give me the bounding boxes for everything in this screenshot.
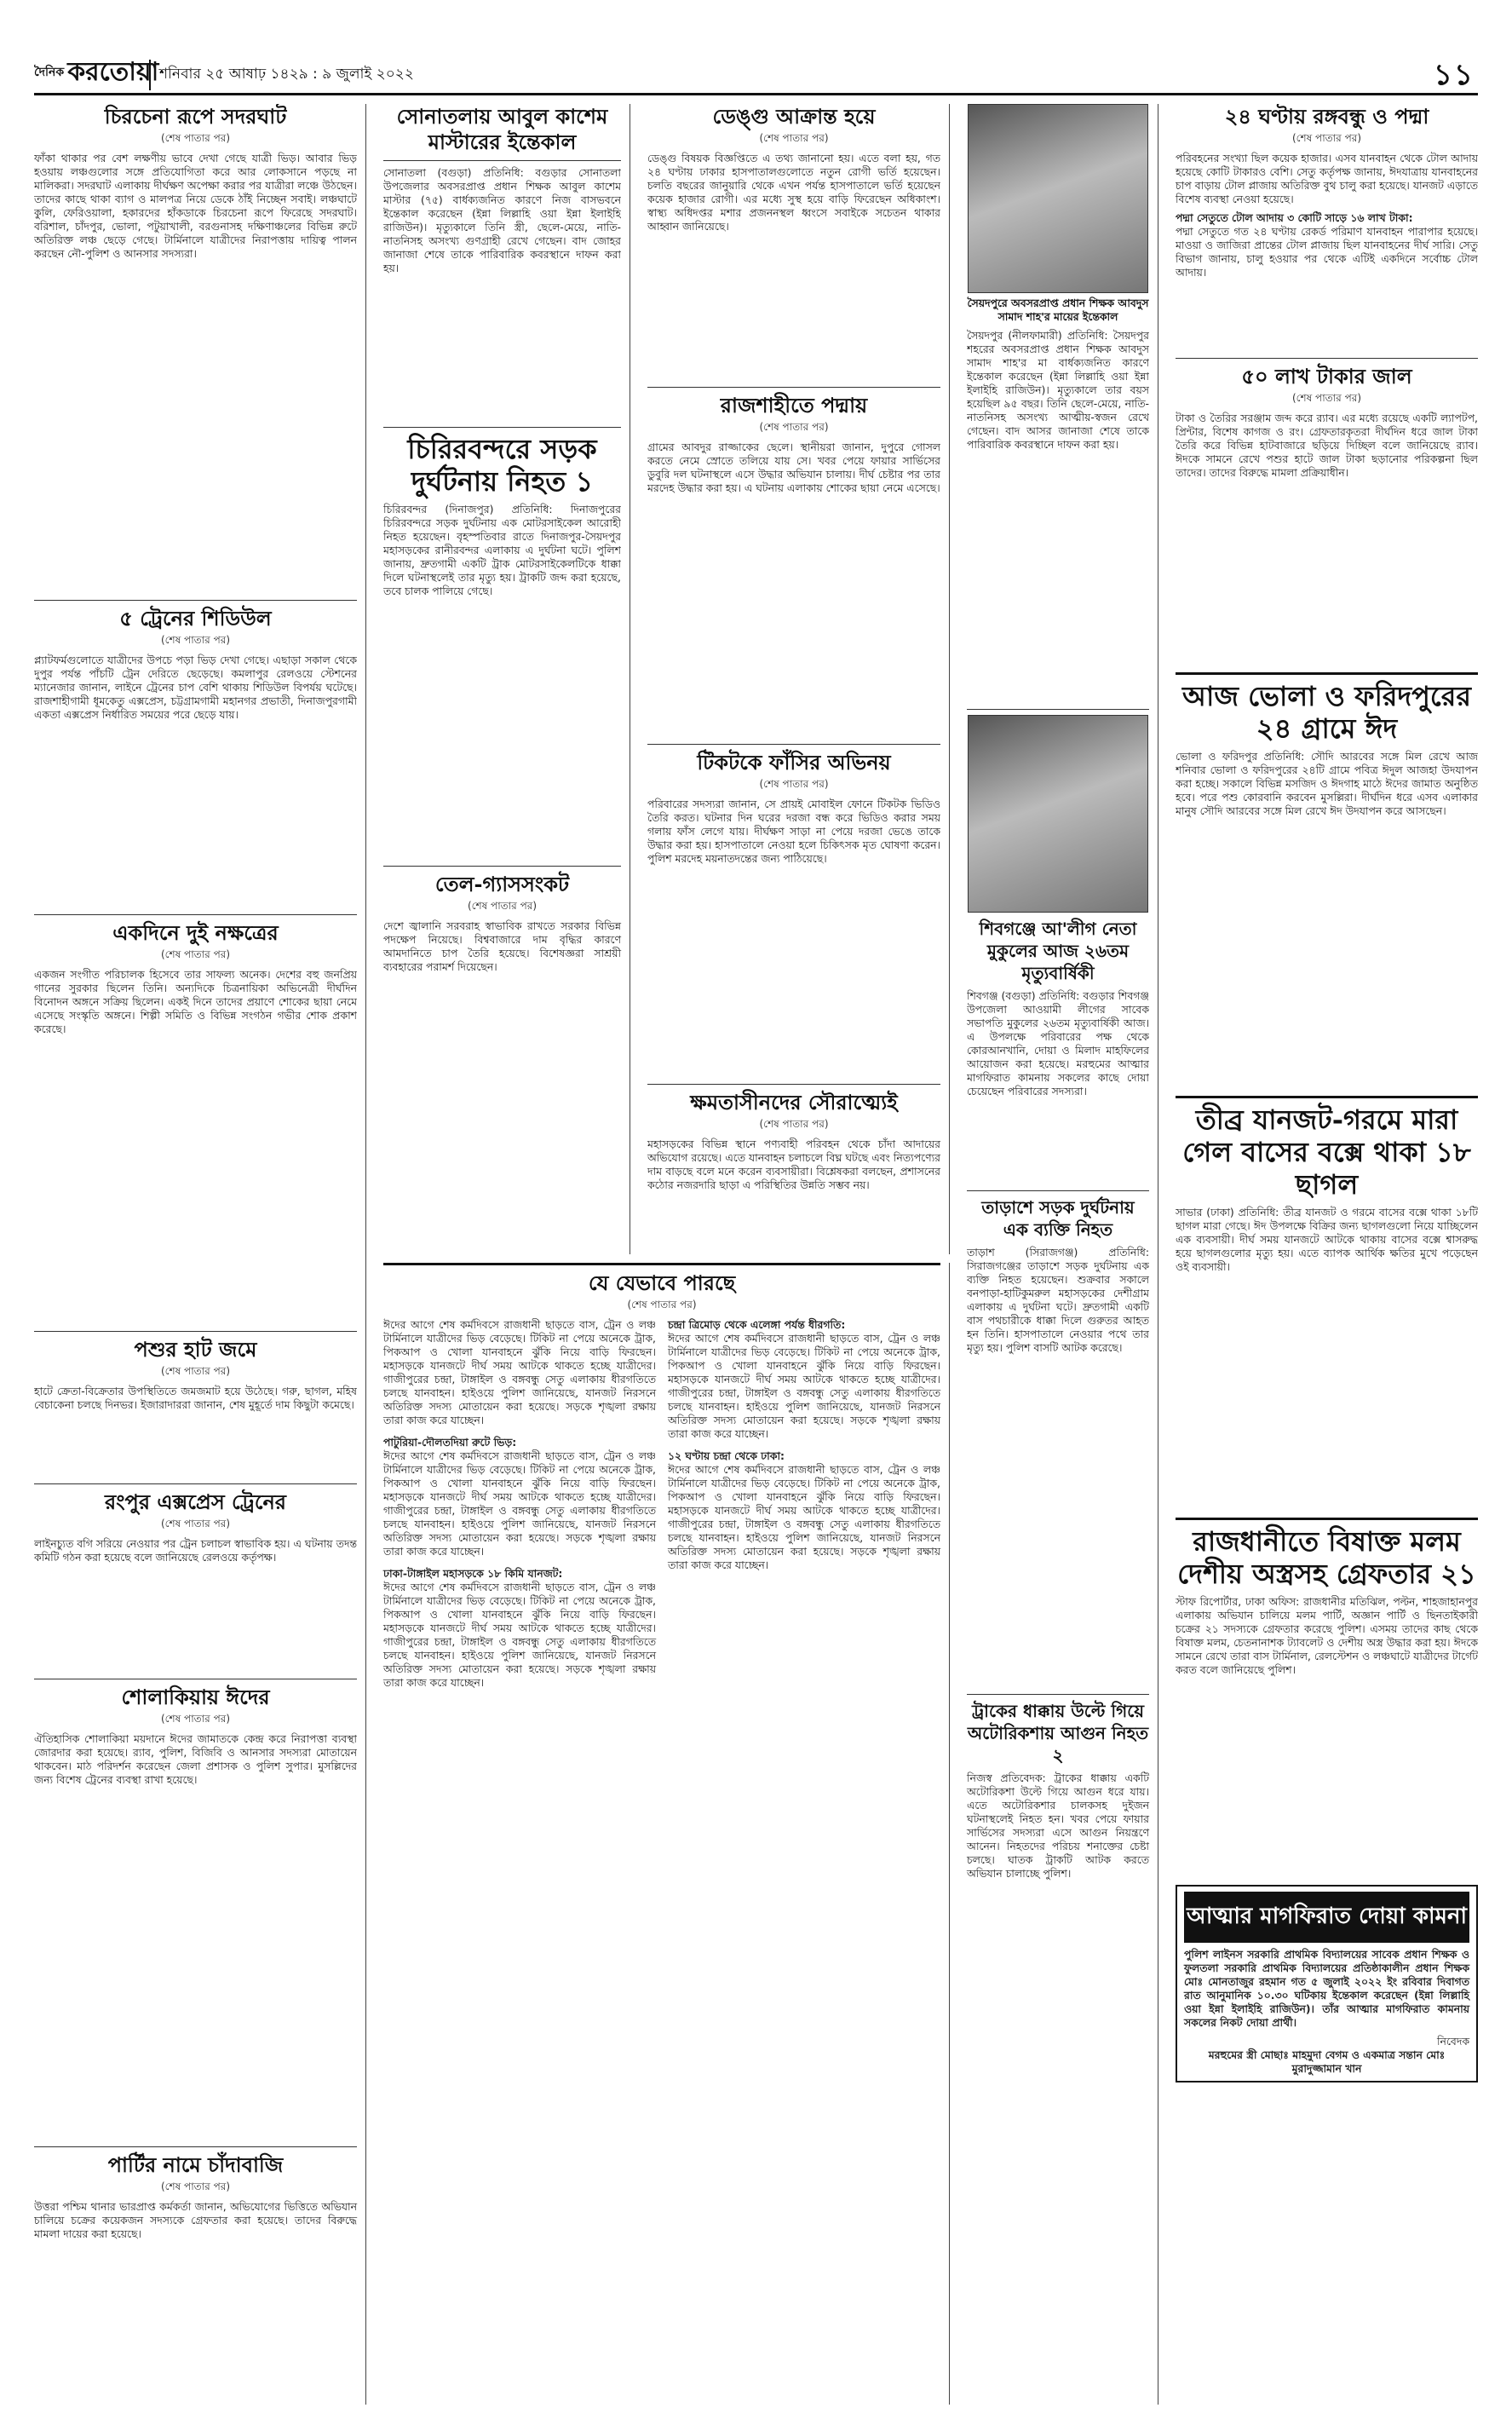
column-3	[639, 104, 950, 1254]
article-body: ফাঁকা থাকার পর বেশ লক্ষণীয় ভাবে দেখা গেছে যাত্রী ভিড়। আবার ভিড় হওয়ায় লঞ্চগুলোর সঙ্গে প্রতিযোগিতা করে আর লোকসানে পড়ছে না মালিকরা। সদরঘাট এলাকায় দীর্ঘক্ষণ অপেক্ষা করার পর যাত্রীরা লঞ্চে উঠছেন। তাদের কাছে থাকা ব্যাগ ও মালপত্র নিয়ে ডেকে ঠাঁই নিচ্ছেন সবাই। লঞ্চঘাটে কুলি, ফেরিওয়ালা, হকারদের হাঁকডাকে চিরচেনা রূপে ফিরেছে সদরঘাট। বরিশাল, চাঁদপুর, ভোলা, পটুয়াখালী, বরগুনাসহ দক্ষিণাঞ্চলের বিভিন্ন রুটে অতিরিক্ত লঞ্চ ছেড়ে গেছে। টার্মিনালে যাত্রীদের নিরাপত্তায় দায়িত্ব পালন করছেন নৌ-পুলিশ ও আনসার সদস্যরা।	[34, 152, 357, 260]
divider	[967, 709, 1149, 710]
article-body: ঈদের আগে শেষ কর্মদিবসে রাজধানী ছাড়তে বাস, ট্রেন ও লঞ্চ টার্মিনালে যাত্রীদের ভিড় বেড়েছে। টিকিট না পেয়ে অনেকে ট্রাক, পিকআপ ও খোলা যানবাহনে ঝুঁকি নিয়ে বাড়ি ফিরছেন। মহাসড়কে যানজটে দীর্ঘ সময় আটকে থাকতে হচ্ছে যাত্রীদের। গাজীপুরের চন্দ্রা, টাঙ্গাইল ও বঙ্গবন্ধু সেতু এলাকায় ধীরগতিতে চলছে যানবাহন। হাইওয়ে পুলিশ জানিয়েছে, যানজট নিরসনে অতিরিক্ত সদস্য মোতায়েন করা হয়েছে। সড়কে শৃঙ্খলা রক্ষায় তারা কাজ করে যাচ্ছেন।	[668, 1332, 940, 1440]
article-title: ৫ ট্রেনের শিডিউল	[119, 606, 272, 631]
divider	[34, 1331, 357, 1332]
prayer-notice-body: পুলিশ লাইনস সরকারি প্রাথমিক বিদ্যালয়ের সাবেক প্রধান শিক্ষক ও ফুলতলা সরকারি প্রাথমিক বিদ্যালয়ের প্রতিষ্ঠাকালীন প্রধান শিক্ষক মোঃ মোনতাজুর রহমান গত ৫ জুলাই ২০২২ ইং রবিবার দিবাগত রাত আনুমানিক ১০.৩০ ঘটিকায় ইন্তেকাল করেছেন (ইন্না লিল্লাহি ওয়া ইন্না ইলাইহি রাজিউন)। তাঁর আত্মার মাগফিরাত কামনায় সকলের নিকট দোয়া প্রার্থী।	[1184, 1948, 1469, 2029]
divider	[1176, 672, 1478, 675]
article-body: মহাসড়কের বিভিন্ন স্থানে পণ্যবাহী পরিবহন থেকে চাঁদা আদায়ের অভিযোগ রয়েছে। এতে যানবাহন চলাচলে বিঘ্ন ঘটছে এবং নিত্যপণ্যের দাম বাড়ছে বলে মনে করেন ব্যবসায়ীরা। বিশ্লেষকরা বলছেন, প্রশাসনের কঠোর নজরদারি ছাড়া এ পরিস্থিতির উন্নতি সম্ভব নয়।	[647, 1138, 940, 1191]
body-column	[383, 1318, 656, 1690]
lower-center-block	[375, 1263, 950, 2405]
divider	[383, 427, 621, 428]
article-title: ক্ষমতাসীনদের সৌরাত্ম্যেই	[690, 1090, 898, 1115]
article-body: ভোলা ও ফরিদপুর প্রতিনিধি: সৌদি আরবের সঙ্গে মিল রেখে আজ শনিবার ভোলা ও ফরিদপুরের ২৪টি গ্রামে পবিত্র ঈদুল আজহা উদযাপন করা হচ্ছে। সকালে বিভিন্ন মসজিদ ও ঈদগাহ মাঠে ঈদের জামাত অনুষ্ঠিত হবে। পরে পশু কোরবানি করবেন মুসল্লিরা। দীর্ঘদিন ধরে এসব এলাকার মানুষ সৌদি আরবের সঙ্গে মিল রেখে ঈদ উদযাপন করে আসছেন।	[1176, 750, 1478, 817]
logo-text: করতোয়া	[67, 57, 159, 87]
continued-label: (শেষ পাতার পর)	[759, 1118, 829, 1130]
article-body: উত্তরা পশ্চিম থানার ভারপ্রাপ্ত কর্মকর্তা জানান, অভিযোগের ভিত্তিতে অভিযান চালিয়ে চক্রের কয়েকজন সদস্যকে গ্রেফতার করা হয়েছে। তাদের বিরুদ্ধে মামলা দায়ের করা হয়েছে।	[34, 2200, 357, 2240]
divider	[647, 387, 940, 388]
article-title: রাজধানীতে বিষাক্ত মলম দেশীয় অস্ত্রসহ গ্রেফতার ২১	[1177, 1525, 1476, 1590]
sub-heading: ১২ ঘণ্টায় চন্দ্রা থেকে ঢাকা:	[668, 1449, 785, 1462]
article-title: তীব্র যানজট-গরমে মারা গেল বাসের বক্সে থাকা ১৮ ছাগল	[1182, 1103, 1471, 1201]
continued-label: (শেষ পাতার পর)	[1291, 392, 1362, 404]
continued-label: (শেষ পাতার পর)	[160, 2180, 231, 2192]
article-rajshahi-padma	[647, 393, 940, 739]
article-body: লাইনচ্যুত বগি সরিয়ে নেওয়ার পর ট্রেন চলাচল স্বাভাবিক হয়। এ ঘটনায় তদন্ত কমিটি গঠন করা হয়েছে বলে জানিয়েছে রেলওয়ে কর্তৃপক্ষ।	[34, 1537, 357, 1564]
column-2	[375, 104, 630, 1254]
article-ointment-party	[1176, 1525, 1478, 1876]
column-1	[34, 104, 366, 2405]
divider	[34, 1483, 357, 1484]
prayer-notice-title: আত্মার মাগফিরাত দোয়া কামনা	[1184, 1892, 1469, 1943]
article-ruling-party	[647, 1090, 940, 1192]
article-sadarghat	[34, 104, 357, 595]
continued-label: (শেষ পাতার পর)	[160, 634, 231, 646]
dateline: শনিবার ২৫ আষাঢ় ১৪২৯ : ৯ জুলাই ২০২২	[149, 60, 423, 90]
logo-small: দৈনিক	[34, 66, 65, 79]
portrait-photo	[968, 104, 1148, 293]
article-title: পশুর হাট জমে	[134, 1337, 257, 1362]
article-body: সৈয়দপুর (নীলফামারী) প্রতিনিধি: সৈয়দপুর শহরের অবসরপ্রাপ্ত প্রধান শিক্ষক আবদুস সামাদ শাহ'র মা বার্ধক্যজনিত কারণে ইন্তেকাল করেছেন (ইন্না লিল্লাহি ওয়া ইন্না ইলাইহি রাজিউন)। মৃত্যুকালে তার বয়স হয়েছিল ৯৫ বছর। তিনি ছেলে-মেয়ে, নাতি-নাতনিসহ অসংখ্য আত্মীয়-স্বজন রেখে গেছেন। বাদ আসর জানাজা শেষে তাকে পারিবারিক কবরস্থানে দাফন করা হয়।	[967, 329, 1149, 451]
article-autorickshaw	[967, 1700, 1149, 1881]
article-title: যে যেভাবে পারছে	[588, 1270, 736, 1295]
article-body: গ্রামের আবদুর রাজ্জাকের ছেলে। স্থানীয়রা জানান, দুপুরে গোসল করতে নেমে স্রোতে তলিয়ে যায় সে। খবর পেয়ে ফায়ার সার্ভিসের ডুবুরি দল ঘটনাস্থলে এসে উদ্ধার অভিযান চালায়। দীর্ঘ চেষ্টার পর তার মরদেহ উদ্ধার করা হয়। এ ঘটনায় এলাকায় শোকের ছায়া নেমে এসেছে।	[647, 441, 940, 494]
continued-label: (শেষ পাতার পর)	[160, 1713, 231, 1725]
column-4	[958, 104, 1158, 2405]
divider	[967, 1190, 1149, 1191]
article-body: দেশে জ্বালানি সরবরাহ স্বাভাবিক রাখতে সরকার বিভিন্ন পদক্ষেপ নিয়েছে। বিশ্ববাজারে দাম বৃদ্ধির কারণে আমদানিতে চাপ তৈরি হয়েছে। বিশেষজ্ঞরা সাশ্রয়ী ব্যবহারের পরামর্শ দিয়েছেন।	[383, 919, 621, 973]
continued-label: (শেষ পাতার পর)	[160, 1365, 231, 1377]
continued-label: (শেষ পাতার পর)	[627, 1299, 697, 1311]
newspaper-logo	[34, 53, 158, 92]
article-body: শিবগঞ্জ (বগুড়া) প্রতিনিধি: বগুড়ার শিবগঞ্জ উপজেলা আওয়ামী লীগের সাবেক সভাপতি মুকুলের ২৬তম মৃত্যুবার্ষিকী আজ। এ উপলক্ষে পরিবারের পক্ষ থেকে কোরআনখানি, দোয়া ও মিলাদ মাহফিলের আয়োজন করা হয়েছে। মরহুমের আত্মার মাগফিরাত কামনায় সকলের কাছে দোয়া চেয়েছেন পরিবারের সদস্যরা।	[967, 989, 1149, 1097]
article-rangpur-express	[34, 1489, 357, 1673]
article-body: নিজস্ব প্রতিবেদক: ট্রাকের ধাক্কায় একটি অটোরিকশা উল্টে গিয়ে আগুন ধরে যায়। এতে অটোরিকশার চালকসহ দুইজন ঘটনাস্থলেই নিহত হন। খবর পেয়ে ফায়ার সার্ভিসের সদস্যরা এসে আগুন নিয়ন্ত্রণে আনেন। নিহতদের পরিচয় শনাক্তের চেষ্টা চলছে। ঘাতক ট্রাকটি আটক করতে অভিযান চালাচ্ছে পুলিশ।	[967, 1771, 1149, 1880]
article-shibganj-anniversary	[967, 715, 1149, 1185]
article-bhola-eid	[1176, 680, 1478, 1091]
article-body: হাটে ক্রেতা-বিক্রেতার উপস্থিতিতে জমজমাট হয়ে উঠেছে। গরু, ছাগল, মহিষ বেচাকেনা চলছে দিনভর। ইজারাদাররা জানান, শেষ মুহূর্তে দাম কিছুটা কমেছে।	[34, 1385, 357, 1411]
sub-heading: ঢাকা-টাঙ্গাইল মহাসড়কে ১৮ কিমি যানজট:	[383, 1567, 563, 1580]
article-title: চিরচেনা রূপে সদরঘাট	[104, 104, 287, 129]
article-chirirbandar	[383, 433, 621, 861]
article-tiktok	[647, 750, 940, 1079]
continued-label: (শেষ পাতার পর)	[160, 1518, 231, 1529]
divider	[647, 744, 940, 745]
article-title: ৫০ লাখ টাকার জাল	[1241, 364, 1412, 389]
article-title: আজ ভোলা ও ফরিদপুরের ২৪ গ্রামে ঈদ	[1182, 680, 1471, 745]
article-title: রংপুর এক্সপ্রেস ট্রেনের	[105, 1489, 286, 1514]
article-body: ঐতিহাসিক শোলাকিয়া ময়দানে ঈদের জামাতকে কেন্দ্র করে নিরাপত্তা ব্যবস্থা জোরদার করা হয়েছে। র‍্যাব, পুলিশ, বিজিবি ও আনসার সদস্যরা মোতায়েন থাকবেন। মাঠ পরিদর্শন করেছেন জেলা প্রশাসক ও পুলিশ সুপার। মুসল্লিদের জন্য বিশেষ ট্রেনের ব্যবস্থা রাখা হয়েছে।	[34, 1732, 357, 1786]
page-number: ১১	[1433, 58, 1475, 92]
masthead	[34, 53, 1478, 95]
article-dengue	[647, 104, 940, 382]
prayer-notice-box	[1176, 1885, 1478, 2082]
divider	[1176, 1518, 1478, 1520]
article-body: পদ্মা সেতুতে গত ২৪ ঘণ্টায় রেকর্ড পরিমাণ যানবাহন পারাপার হয়েছে। মাওয়া ও জাজিরা প্রান্তের টোল প্লাজায় ছিল যানবাহনের দীর্ঘ সারি। সেতু বিভাগ জানায়, চালু হওয়ার পর থেকে এটিই একদিনে সর্বোচ্চ টোল আদায়।	[1176, 225, 1478, 279]
article-title: তেল-গ্যাসসংকট	[434, 872, 570, 896]
article-title: রাজশাহীতে পদ্মায়	[720, 393, 868, 418]
article-body: টাকা ও তৈরির সরঞ্জাম জব্দ করে র‍্যাব। এর মধ্যে রয়েছে একটি ল্যাপটপ, প্রিন্টার, বিশেষ কাগজ ও রং। গ্রেফতারকৃতরা দীর্ঘদিন ধরে জাল টাকা তৈরি করে বিভিন্ন হাটবাজারে ছড়িয়ে দিচ্ছিল বলে জানিয়েছে র‍্যাব। ঈদকে সামনে রেখে পশুর হাটে জাল টাকা ছড়ানোর পরিকল্পনা ছিল তাদের। তাদের বিরুদ্ধে মামলা প্রক্রিয়াধীন।	[1176, 412, 1478, 479]
article-body: ডেঙ্গু বিষয়ক বিজ্ঞপ্তিতে এ তথ্য জানানো হয়। এতে বলা হয়, গত ২৪ ঘণ্টায় ঢাকার হাসপাতালগুলোতে নতুন রোগী ভর্তি হয়েছেন। চলতি বছরের জানুয়ারি থেকে এখন পর্যন্ত হাসপাতালে ভর্তি হয়েছেন কয়েক হাজার রোগী। এর মধ্যে সুস্থ হয়ে বাড়ি ফিরেছেন অধিকাংশ। স্বাস্থ্য অধিদপ্তর মশার প্রজননস্থল ধ্বংসে সবাইকে সচেতন থাকার আহ্বান জানিয়েছে।	[647, 152, 940, 233]
article-title: একদিনে দুই নক্ষত্রের	[112, 920, 279, 945]
divider	[34, 2146, 357, 2147]
continued-label: (শেষ পাতার পর)	[1291, 132, 1362, 144]
article-body: চিরিরবন্দর (দিনাজপুর) প্রতিনিধি: দিনাজপুরের চিরিরবন্দরে সড়ক দুর্ঘটনায় এক মোটরসাইকেল আরোহী নিহত হয়েছেন। বৃহস্পতিবার রাতে দিনাজপুর-সৈয়দপুর মহাসড়কের রানীরবন্দর এলাকায় এ দুর্ঘটনা ঘটে। পুলিশ জানায়, দ্রুতগামী একটি ট্রাক মোটরসাইকেলটিকে ধাক্কা দিলে ঘটনাস্থলেই তার মৃত্যু হয়। ট্রাকটি জব্দ করা হয়েছে, তবে চালক পালিয়ে গেছে।	[383, 503, 621, 597]
article-title: ট্রাকের ধাক্কায় উল্টে গিয়ে অটোরিকশায় আগুন নিহত ২	[967, 1701, 1149, 1766]
divider	[967, 1694, 1149, 1695]
article-fake-notes	[1176, 364, 1478, 667]
article-body-columns	[383, 1318, 940, 1690]
portrait-photo	[968, 715, 1148, 913]
article-body: ঈদের আগে শেষ কর্মদিবসে রাজধানী ছাড়তে বাস, ট্রেন ও লঞ্চ টার্মিনালে যাত্রীদের ভিড় বেড়েছে। টিকিট না পেয়ে অনেকে ট্রাক, পিকআপ ও খোলা যানবাহনে ঝুঁকি নিয়ে বাড়ি ফিরছেন। মহাসড়কে যানজটে দীর্ঘ সময় আটকে থাকতে হচ্ছে যাত্রীদের। গাজীপুরের চন্দ্রা, টাঙ্গাইল ও বঙ্গবন্ধু সেতু এলাকায় ধীরগতিতে চলছে যানবাহন। হাইওয়ে পুলিশ জানিয়েছে, যানজট নিরসনে অতিরিক্ত সদস্য মোতায়েন করা হয়েছে। সড়কে শৃঙ্খলা রক্ষায় তারা কাজ করে যাচ্ছেন।	[383, 1581, 656, 1689]
article-goats-died	[1176, 1103, 1478, 1512]
divider	[34, 914, 357, 915]
article-title: পার্টির নামে চাঁদাবাজি	[107, 2152, 284, 2177]
article-body: স্টাফ রিপোর্টার, ঢাকা অফিস: রাজধানীর মতিঝিল, পল্টন, শাহজাহানপুর এলাকায় অভিযান চালিয়ে মলম পার্টি, অজ্ঞান পার্টি ও ছিনতাইকারী চক্রের ২১ সদস্যকে গ্রেফতার করেছে পুলিশ। এসময় তাদের কাছ থেকে বিষাক্ত মলম, চেতনানাশক ট্যাবলেট ও দেশীয় অস্ত্র উদ্ধার করা হয়। ঈদকে সামনে রেখে তারা বাস টার্মিনাল, রেলস্টেশন ও লঞ্চঘাটে যাত্রীদের টার্গেট করত বলে জানিয়েছে পুলিশ।	[1176, 1595, 1478, 1676]
continued-label: (শেষ পাতার পর)	[759, 421, 829, 433]
article-body: প্ল্যাটফর্মগুলোতে যাত্রীদের উপচে পড়া ভিড় দেখা গেছে। এছাড়া সকাল থেকে দুপুর পর্যন্ত পাঁচটি ট্রেন দেরিতে ছেড়েছে। কমলাপুর রেলওয়ে স্টেশনের ম্যানেজার জানান, লাইনে ট্রেনের চাপ বেশি থাকায় শিডিউল বিপর্যয় ঘটেছে। রাজশাহীগামী ধূমকেতু এক্সপ্রেস, চট্টগ্রামগামী মহানগর প্রভাতী, দিনাজপুরগামী একতা এক্সপ্রেস নির্ধারিত সময়ের পরে ছেড়ে যায়।	[34, 654, 357, 721]
divider	[383, 160, 621, 161]
divider	[647, 1084, 940, 1085]
article-body: একজন সংগীত পরিচালক হিসেবে তার সাফল্য অনেক। দেশের বহু জনপ্রিয় গানের সুরকার ছিলেন তিনি। অন্যদিকে চিত্রনায়িকা অভিনেত্রী দীর্ঘদিন বিনোদন অঙ্গনে সক্রিয় ছিলেন। একই দিনে তাদের প্রয়াণে শোকের ছায়া নেমে এসেছে সংস্কৃতি অঙ্গনে। শিল্পী সমিতি ও বিভিন্ন সংগঠন গভীর শোক প্রকাশ করেছে।	[34, 968, 357, 1035]
continued-label: (শেষ পাতার পর)	[759, 778, 829, 790]
article-body: ঈদের আগে শেষ কর্মদিবসে রাজধানী ছাড়তে বাস, ট্রেন ও লঞ্চ টার্মিনালে যাত্রীদের ভিড় বেড়েছে। টিকিট না পেয়ে অনেকে ট্রাক, পিকআপ ও খোলা যানবাহনে ঝুঁকি নিয়ে বাড়ি ফিরছেন। মহাসড়কে যানজটে দীর্ঘ সময় আটকে থাকতে হচ্ছে যাত্রীদের। গাজীপুরের চন্দ্রা, টাঙ্গাইল ও বঙ্গবন্ধু সেতু এলাকায় ধীরগতিতে চলছে যানবাহন। হাইওয়ে পুলিশ জানিয়েছে, যানজট নিরসনে অতিরিক্ত সদস্য মোতায়েন করা হয়েছে। সড়কে শৃঙ্খলা রক্ষায় তারা কাজ করে যাচ্ছেন।	[383, 1449, 656, 1558]
article-title: শিবগঞ্জে আ'লীগ নেতা মুকুলের আজ ২৬তম মৃত্যুবার্ষিকী	[979, 919, 1137, 983]
continued-label: (শেষ পাতার পর)	[467, 900, 538, 912]
article-title: তাড়াশে সড়ক দুর্ঘটনায় এক ব্যক্তি নিহত	[981, 1197, 1135, 1240]
article-cattle-market	[34, 1337, 357, 1478]
continued-label: (শেষ পাতার পর)	[160, 132, 231, 144]
column-5	[1167, 104, 1478, 2405]
article-train-schedule	[34, 606, 357, 909]
divider	[34, 600, 357, 601]
article-sholakia	[34, 1685, 357, 2141]
continued-label: (শেষ পাতার পর)	[759, 132, 829, 144]
prayer-notice-signature: মরহুমের স্ত্রী মোছাঃ মাহমুদা বেগম ও একমাত্র সন্তান মোঃ মুরাদুজ্জামান খান	[1208, 2048, 1446, 2075]
sub-heading: পদ্মা সেতুতে টোল আদায় ৩ কোটি সাড়ে ১৬ লাখ টাকা:	[1176, 211, 1413, 224]
article-syedpur-obituary	[967, 104, 1149, 704]
divider	[1176, 358, 1478, 359]
article-body: ঈদের আগে শেষ কর্মদিবসে রাজধানী ছাড়তে বাস, ট্রেন ও লঞ্চ টার্মিনালে যাত্রীদের ভিড় বেড়েছে। টিকিট না পেয়ে অনেকে ট্রাক, পিকআপ ও খোলা যানবাহনে ঝুঁকি নিয়ে বাড়ি ফিরছেন। মহাসড়কে যানজটে দীর্ঘ সময় আটকে থাকতে হচ্ছে যাত্রীদের। গাজীপুরের চন্দ্রা, টাঙ্গাইল ও বঙ্গবন্ধু সেতু এলাকায় ধীরগতিতে চলছে যানবাহন। হাইওয়ে পুলিশ জানিয়েছে, যানজট নিরসনে অতিরিক্ত সদস্য মোতায়েন করা হয়েছে। সড়কে শৃঙ্খলা রক্ষায় তারা কাজ করে যাচ্ছেন।	[383, 1318, 656, 1426]
article-body: পরিবহনের সংখ্যা ছিল কয়েক হাজার। এসব যানবাহন থেকে টোল আদায় হয়েছে কোটি টাকারও বেশি। সেতু কর্তৃপক্ষ জানায়, ঈদযাত্রায় যানবাহনের চাপ বাড়ায় টোল প্লাজায় অতিরিক্ত বুথ চালু করা হয়েছে। যানজট এড়াতে বিশেষ ব্যবস্থা নেওয়া হয়েছে।	[1176, 152, 1478, 205]
continued-label: (শেষ পাতার পর)	[160, 948, 231, 960]
photo-caption: সৈয়দপুরে অবসরপ্রাপ্ত প্রধান শিক্ষক আবদুস সামাদ শাহ'র মায়ের ইন্তেকাল	[967, 297, 1149, 323]
article-bangabandhu-padma-toll	[1176, 104, 1478, 353]
sub-heading: পাটুরিয়া-দৌলতদিয়া রুটে ভিড়:	[383, 1436, 517, 1449]
article-title: শোলাকিয়ায় ঈদের	[121, 1685, 270, 1709]
sub-heading: চন্দ্রা ত্রিমোড় থেকে এলেঙ্গা পর্যন্ত ধীরগতি:	[668, 1318, 846, 1331]
article-oil-gas	[383, 872, 621, 974]
article-body: সাভার (ঢাকা) প্রতিনিধি: তীব্র যানজট ও গরমে বাসের বক্সে থাকা ১৮টি ছাগল মারা গেছে। ঈদ উপলক্ষে বিক্রির জন্য ছাগলগুলো নিয়ে যাচ্ছিলেন এক ব্যবসায়ী। দীর্ঘ সময় যানজটে আটকে থাকায় বাসের বক্সে শ্বাসরুদ্ধ হয়ে ছাগলগুলোর মৃত্যু হয়। এতে ব্যাপক আর্থিক ক্ষতির মুখে পড়েছেন ওই ব্যবসায়ী।	[1176, 1206, 1478, 1273]
divider	[383, 866, 621, 867]
prayer-notice-sign-label: নিবেদক	[1437, 2035, 1469, 2048]
article-body: সোনাতলা (বগুড়া) প্রতিনিধি: বগুড়ার সোনাতলা উপজেলার অবসরপ্রাপ্ত প্রধান শিক্ষক আবুল কাশেম মাস্টার (৭৫) বার্ধক্যজনিত কারণে নিজ বাসভবনে ইন্তেকাল করেছেন (ইন্না লিল্লাহি ওয়া ইন্না ইলাইহি রাজিউন)। মৃত্যুকালে তিনি স্ত্রী, ছেলে-মেয়ে, নাতি-নাতনিসহ অসংখ্য গুণগ্রাহী রেখে গেছেন। বাদ জোহর জানাজা শেষে তাকে পারিবারিক কবরস্থানে দাফন করা হয়।	[383, 166, 621, 274]
article-body: তাড়াশ (সিরাজগঞ্জ) প্রতিনিধি: সিরাজগঞ্জের তাড়াশে সড়ক দুর্ঘটনায় এক ব্যক্তি নিহত হয়েছেন। শুক্রবার সকালে বনপাড়া-হাটিকুমরুল মহাসড়কের দেশীগ্রাম এলাকায় এ দুর্ঘটনা ঘটে। দ্রুতগামী একটি বাস পথচারীকে ধাক্কা দিলে গুরুতর আহত হন তিনি। হাসপাতালে নেওয়ার পথে তার মৃত্যু হয়। পুলিশ বাসটি আটক করেছে।	[967, 1246, 1149, 1354]
article-two-stars	[34, 920, 357, 1326]
divider	[1176, 1096, 1478, 1098]
article-extortion	[34, 2152, 357, 2241]
article-body: পরিবারের সদস্যরা জানান, সে প্রায়ই মোবাইল ফোনে টিকটক ভিডিও তৈরি করত। ঘটনার দিন ঘরের দরজা বন্ধ করে ভিডিও করার সময় গলায় ফাঁস লেগে যায়। দীর্ঘক্ষণ সাড়া না পেয়ে দরজা ভেঙে তাকে উদ্ধার করা হয়। হাসপাতালে নেওয়া হলে চিকিৎসক মৃত ঘোষণা করেন। পুলিশ মরদেহ ময়নাতদন্তের জন্য পাঠিয়েছে।	[647, 798, 940, 865]
article-body: ঈদের আগে শেষ কর্মদিবসে রাজধানী ছাড়তে বাস, ট্রেন ও লঞ্চ টার্মিনালে যাত্রীদের ভিড় বেড়েছে। টিকিট না পেয়ে অনেকে ট্রাক, পিকআপ ও খোলা যানবাহনে ঝুঁকি নিয়ে বাড়ি ফিরছেন। মহাসড়কে যানজটে দীর্ঘ সময় আটকে থাকতে হচ্ছে যাত্রীদের। গাজীপুরের চন্দ্রা, টাঙ্গাইল ও বঙ্গবন্ধু সেতু এলাকায় ধীরগতিতে চলছে যানবাহন। হাইওয়ে পুলিশ জানিয়েছে, যানজট নিরসনে অতিরিক্ত সদস্য মোতায়েন করা হয়েছে। সড়কে শৃঙ্খলা রক্ষায় তারা কাজ করে যাচ্ছেন।	[668, 1463, 940, 1571]
article-title: টিকটকে ফাঁসির অভিনয়	[697, 750, 891, 775]
article-title: ডেঙ্গু আক্রান্ত হয়ে	[712, 104, 876, 129]
body-column	[668, 1318, 940, 1690]
article-sonatola	[383, 104, 621, 422]
article-title: সোনাতলায় আবুল কাশেম মাস্টারের ইন্তেকাল	[396, 104, 608, 154]
divider	[383, 1263, 940, 1265]
article-tarash	[967, 1196, 1149, 1689]
article-title: চিরিরবন্দরে সড়ক দুর্ঘটনায় নিহত ১	[407, 433, 597, 498]
article-title: ২৪ ঘণ্টায় রঙ্গবন্ধু ও পদ্মা	[1224, 104, 1429, 129]
